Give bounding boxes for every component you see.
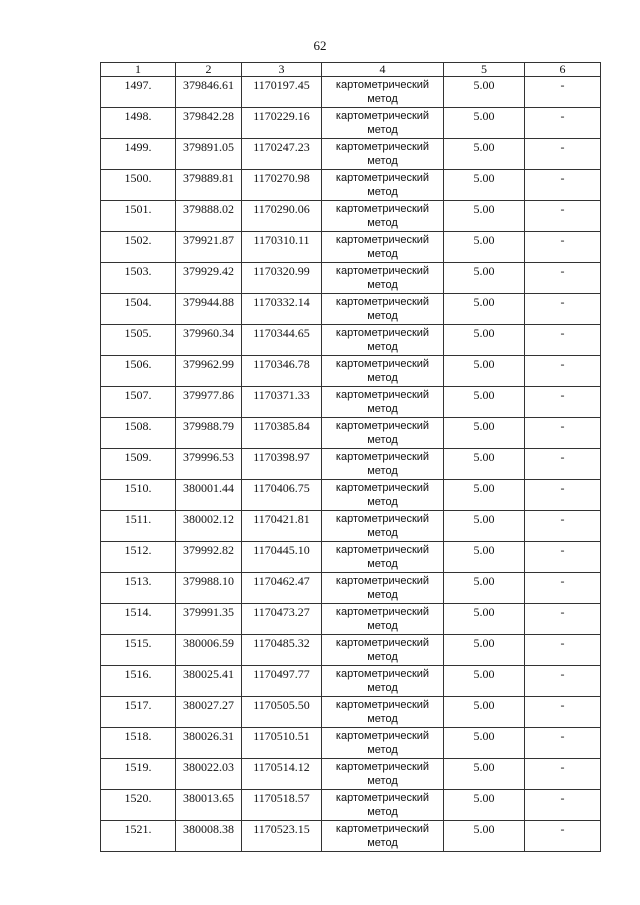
- point-number: 1503.: [101, 263, 176, 294]
- accuracy: 5.00: [444, 170, 525, 201]
- table-row: [101, 77, 601, 108]
- coordinate-y: 1170247.23: [242, 139, 322, 170]
- coordinate-x: 380008.38: [176, 821, 242, 852]
- coordinate-x: 380001.44: [176, 480, 242, 511]
- coordinate-x: 379889.81: [176, 170, 242, 201]
- coordinate-y: 1170406.75: [242, 480, 322, 511]
- table-row: [101, 604, 601, 635]
- note: -: [525, 759, 601, 790]
- table-row: [101, 511, 601, 542]
- coordinate-y: 1170332.14: [242, 294, 322, 325]
- coordinate-x: 379891.05: [176, 139, 242, 170]
- header-row: [101, 63, 601, 77]
- note: -: [525, 294, 601, 325]
- accuracy: 5.00: [444, 573, 525, 604]
- coordinate-y: 1170385.84: [242, 418, 322, 449]
- determination-method: картометрический метод: [322, 170, 444, 201]
- header-col-6: 6: [525, 63, 601, 77]
- table-row: [101, 666, 601, 697]
- coordinate-x: 379996.53: [176, 449, 242, 480]
- accuracy: 5.00: [444, 511, 525, 542]
- accuracy: 5.00: [444, 759, 525, 790]
- determination-method: картометрический метод: [322, 418, 444, 449]
- point-number: 1517.: [101, 697, 176, 728]
- note: -: [525, 790, 601, 821]
- note: -: [525, 542, 601, 573]
- accuracy: 5.00: [444, 635, 525, 666]
- point-number: 1516.: [101, 666, 176, 697]
- table-row: [101, 356, 601, 387]
- coordinate-y: 1170320.99: [242, 263, 322, 294]
- coordinate-x: 379929.42: [176, 263, 242, 294]
- note: -: [525, 697, 601, 728]
- table-row: [101, 790, 601, 821]
- note: -: [525, 604, 601, 635]
- point-number: 1504.: [101, 294, 176, 325]
- note: -: [525, 821, 601, 852]
- header-col-2: 2: [176, 63, 242, 77]
- accuracy: 5.00: [444, 790, 525, 821]
- point-number: 1505.: [101, 325, 176, 356]
- page-number: 62: [313, 38, 327, 53]
- note: -: [525, 573, 601, 604]
- point-number: 1507.: [101, 387, 176, 418]
- coordinate-x: 379988.79: [176, 418, 242, 449]
- determination-method: картометрический метод: [322, 790, 444, 821]
- coordinate-y: 1170398.97: [242, 449, 322, 480]
- coordinate-y: 1170473.27: [242, 604, 322, 635]
- coordinate-y: 1170346.78: [242, 356, 322, 387]
- coordinate-y: 1170197.45: [242, 77, 322, 108]
- accuracy: 5.00: [444, 542, 525, 573]
- determination-method: картометрический метод: [322, 635, 444, 666]
- coordinate-x: 379944.88: [176, 294, 242, 325]
- determination-method: картометрический метод: [322, 294, 444, 325]
- header-col-1: 1: [101, 63, 176, 77]
- table-header: [101, 63, 601, 77]
- coordinate-y: 1170290.06: [242, 201, 322, 232]
- determination-method: картометрический метод: [322, 356, 444, 387]
- note: -: [525, 139, 601, 170]
- accuracy: 5.00: [444, 201, 525, 232]
- point-number: 1508.: [101, 418, 176, 449]
- accuracy: 5.00: [444, 108, 525, 139]
- coordinate-y: 1170523.15: [242, 821, 322, 852]
- table-body: [101, 77, 601, 852]
- determination-method: картометрический метод: [322, 480, 444, 511]
- note: -: [525, 232, 601, 263]
- point-number: 1497.: [101, 77, 176, 108]
- coordinate-x: 380027.27: [176, 697, 242, 728]
- coordinate-x: 380013.65: [176, 790, 242, 821]
- coordinate-x: 379977.86: [176, 387, 242, 418]
- note: -: [525, 666, 601, 697]
- table-row: [101, 418, 601, 449]
- coordinate-x: 380006.59: [176, 635, 242, 666]
- note: -: [525, 108, 601, 139]
- table-row: [101, 480, 601, 511]
- determination-method: картометрический метод: [322, 759, 444, 790]
- point-number: 1519.: [101, 759, 176, 790]
- point-number: 1521.: [101, 821, 176, 852]
- accuracy: 5.00: [444, 294, 525, 325]
- point-number: 1501.: [101, 201, 176, 232]
- note: -: [525, 170, 601, 201]
- accuracy: 5.00: [444, 325, 525, 356]
- coordinate-y: 1170445.10: [242, 542, 322, 573]
- table-row: [101, 139, 601, 170]
- note: -: [525, 77, 601, 108]
- accuracy: 5.00: [444, 449, 525, 480]
- table-row: [101, 697, 601, 728]
- note: -: [525, 480, 601, 511]
- point-number: 1513.: [101, 573, 176, 604]
- table-row: [101, 325, 601, 356]
- coordinate-y: 1170497.77: [242, 666, 322, 697]
- point-number: 1520.: [101, 790, 176, 821]
- point-number: 1512.: [101, 542, 176, 573]
- coordinate-x: 379991.35: [176, 604, 242, 635]
- header-col-3: 3: [242, 63, 322, 77]
- note: -: [525, 418, 601, 449]
- table-row: [101, 759, 601, 790]
- accuracy: 5.00: [444, 418, 525, 449]
- header-col-4: 4: [322, 63, 444, 77]
- accuracy: 5.00: [444, 263, 525, 294]
- coordinate-x: 379888.02: [176, 201, 242, 232]
- table-row: [101, 449, 601, 480]
- coordinate-y: 1170510.51: [242, 728, 322, 759]
- accuracy: 5.00: [444, 728, 525, 759]
- coordinate-y: 1170270.98: [242, 170, 322, 201]
- determination-method: картометрический метод: [322, 697, 444, 728]
- determination-method: картометрический метод: [322, 728, 444, 759]
- point-number: 1515.: [101, 635, 176, 666]
- coordinates-table: [100, 62, 601, 852]
- header-col-5: 5: [444, 63, 525, 77]
- table-row: [101, 573, 601, 604]
- point-number: 1511.: [101, 511, 176, 542]
- accuracy: 5.00: [444, 821, 525, 852]
- determination-method: картометрический метод: [322, 511, 444, 542]
- accuracy: 5.00: [444, 666, 525, 697]
- determination-method: картометрический метод: [322, 108, 444, 139]
- point-number: 1500.: [101, 170, 176, 201]
- table-row: [101, 542, 601, 573]
- point-number: 1499.: [101, 139, 176, 170]
- table-row: [101, 387, 601, 418]
- note: -: [525, 325, 601, 356]
- note: -: [525, 511, 601, 542]
- table-row: [101, 263, 601, 294]
- coordinate-x: 379960.34: [176, 325, 242, 356]
- accuracy: 5.00: [444, 356, 525, 387]
- coordinate-y: 1170518.57: [242, 790, 322, 821]
- coordinate-x: 380025.41: [176, 666, 242, 697]
- note: -: [525, 635, 601, 666]
- coordinate-y: 1170505.50: [242, 697, 322, 728]
- determination-method: картометрический метод: [322, 232, 444, 263]
- coordinate-y: 1170371.33: [242, 387, 322, 418]
- coordinate-y: 1170344.65: [242, 325, 322, 356]
- coordinate-y: 1170514.12: [242, 759, 322, 790]
- table-row: [101, 635, 601, 666]
- coordinate-x: 379842.28: [176, 108, 242, 139]
- table-row: [101, 294, 601, 325]
- accuracy: 5.00: [444, 480, 525, 511]
- accuracy: 5.00: [444, 387, 525, 418]
- determination-method: картометрический метод: [322, 77, 444, 108]
- table-row: [101, 108, 601, 139]
- point-number: 1506.: [101, 356, 176, 387]
- determination-method: картометрический метод: [322, 449, 444, 480]
- determination-method: картометрический метод: [322, 325, 444, 356]
- determination-method: картометрический метод: [322, 139, 444, 170]
- coordinate-x: 379962.99: [176, 356, 242, 387]
- determination-method: картометрический метод: [322, 263, 444, 294]
- determination-method: картометрический метод: [322, 387, 444, 418]
- determination-method: картометрический метод: [322, 542, 444, 573]
- accuracy: 5.00: [444, 77, 525, 108]
- determination-method: картометрический метод: [322, 821, 444, 852]
- note: -: [525, 201, 601, 232]
- coordinate-y: 1170485.32: [242, 635, 322, 666]
- accuracy: 5.00: [444, 604, 525, 635]
- point-number: 1509.: [101, 449, 176, 480]
- point-number: 1518.: [101, 728, 176, 759]
- accuracy: 5.00: [444, 232, 525, 263]
- determination-method: картометрический метод: [322, 666, 444, 697]
- note: -: [525, 263, 601, 294]
- determination-method: картометрический метод: [322, 573, 444, 604]
- note: -: [525, 728, 601, 759]
- note: -: [525, 449, 601, 480]
- coordinate-x: 379921.87: [176, 232, 242, 263]
- table-row: [101, 232, 601, 263]
- coordinate-x: 379988.10: [176, 573, 242, 604]
- coordinate-x: 380022.03: [176, 759, 242, 790]
- coordinate-x: 380002.12: [176, 511, 242, 542]
- point-number: 1498.: [101, 108, 176, 139]
- coordinate-y: 1170462.47: [242, 573, 322, 604]
- note: -: [525, 387, 601, 418]
- coordinate-x: 380026.31: [176, 728, 242, 759]
- table-row: [101, 201, 601, 232]
- accuracy: 5.00: [444, 139, 525, 170]
- determination-method: картометрический метод: [322, 201, 444, 232]
- point-number: 1510.: [101, 480, 176, 511]
- table-row: [101, 821, 601, 852]
- coordinate-y: 1170310.11: [242, 232, 322, 263]
- point-number: 1502.: [101, 232, 176, 263]
- determination-method: картометрический метод: [322, 604, 444, 635]
- note: -: [525, 356, 601, 387]
- table-row: [101, 170, 601, 201]
- table-row: [101, 728, 601, 759]
- accuracy: 5.00: [444, 697, 525, 728]
- point-number: 1514.: [101, 604, 176, 635]
- coordinate-y: 1170421.81: [242, 511, 322, 542]
- coordinate-x: 379846.61: [176, 77, 242, 108]
- coordinate-x: 379992.82: [176, 542, 242, 573]
- coordinate-y: 1170229.16: [242, 108, 322, 139]
